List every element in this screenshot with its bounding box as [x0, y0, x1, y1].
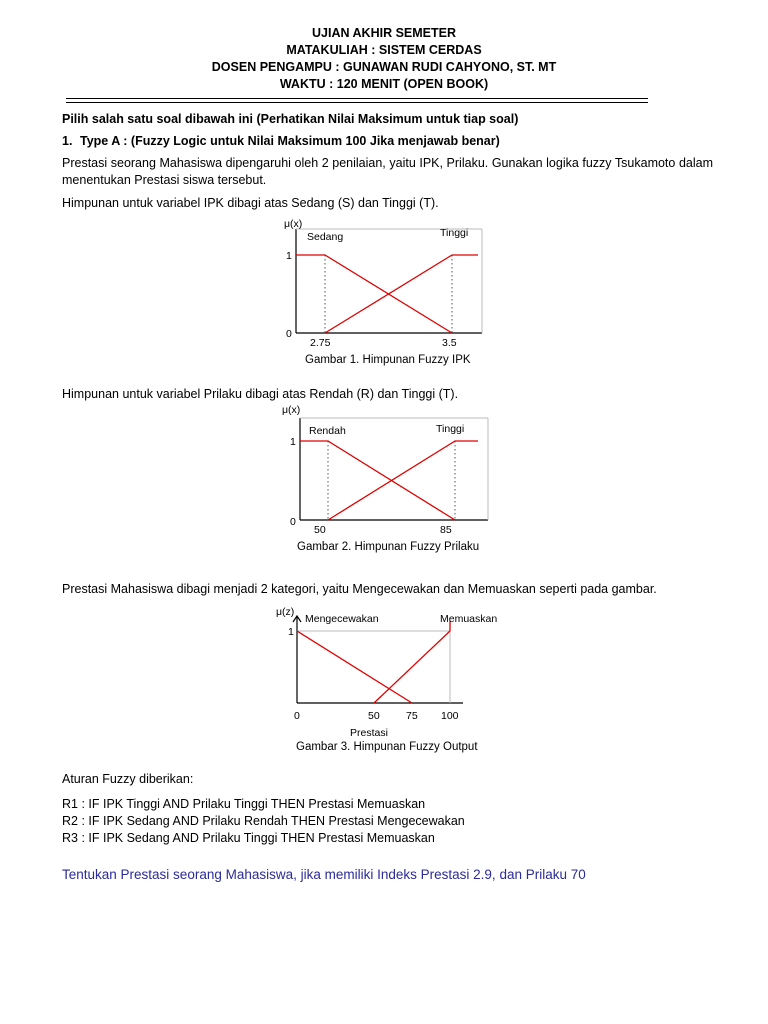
figure-2-caption: Gambar 2. Himpunan Fuzzy Prilaku	[297, 541, 480, 553]
rule-r3: R3 : IF IPK Sedang AND Prilaku Tinggi THEN Prestasi Memuaskan	[62, 831, 435, 845]
ipk-y-tick-0: 0	[286, 328, 292, 340]
course-name: MATAKULIAH : SISTEM CERDAS	[286, 43, 482, 57]
ipk-membership-chart	[270, 215, 500, 350]
rule-r1: R1 : IF IPK Tinggi AND Prilaku Tinggi THEN Prestasi Memuaskan	[62, 797, 426, 811]
figure-3-caption: Gambar 3. Himpunan Fuzzy Output	[296, 741, 478, 753]
ipk-set-label-sedang: Sedang	[307, 231, 344, 243]
question-paragraph: Prestasi seorang Mahasiswa dipengaruhi oleh 2 penilaian, yaitu IPK, Prilaku. Gunakan logika fuzzy Tsukamoto dalam menentukan Prestasi siswa tersebut.	[62, 156, 713, 187]
prilaku-intro-text: Himpunan untuk variabel Prilaku dibagi atas Rendah (R) dan Tinggi (T).	[62, 387, 459, 401]
output-y-label: μ(z)	[276, 606, 295, 618]
question-number: 1.	[62, 134, 73, 148]
output-set-label-memuaskan: Memuaskan	[440, 613, 498, 625]
prilaku-y-tick-1: 1	[290, 436, 296, 448]
output-intro-text: Prestasi Mahasiswa dibagi menjadi 2 kategori, yaitu Mengecewakan dan Memuaskan seperti pada gambar.	[62, 582, 657, 596]
output-series-memuaskan	[374, 621, 450, 703]
rule-r2: R2 : IF IPK Sedang AND Prilaku Rendah THEN Prestasi Mengecewakan	[62, 814, 465, 828]
output-y-tick-1: 1	[288, 626, 294, 638]
ipk-series-tinggi	[325, 255, 478, 333]
ipk-intro-text: Himpunan untuk variabel IPK dibagi atas Sedang (S) dan Tinggi (T).	[62, 196, 439, 210]
prilaku-set-label-rendah: Rendah	[309, 425, 346, 437]
figure-1-caption: Gambar 1. Himpunan Fuzzy IPK	[305, 354, 471, 366]
header-divider-bottom	[66, 102, 648, 103]
ipk-set-label-tinggi: Tinggi	[440, 227, 469, 239]
output-membership-chart	[270, 603, 500, 748]
output-x-tick-0: 0	[294, 710, 300, 722]
lecturer-name: DOSEN PENGAMPU : GUNAWAN RUDI CAHYONO, ST. MT	[211, 60, 557, 74]
prilaku-membership-chart	[270, 402, 500, 537]
output-x-tick-75: 75	[406, 710, 418, 722]
rules-title: Aturan Fuzzy diberikan:	[62, 772, 194, 786]
prilaku-y-tick-0: 0	[290, 516, 296, 528]
prilaku-series-tinggi	[328, 441, 478, 520]
output-series-mengecewakan	[297, 631, 412, 703]
output-x-tick-100: 100	[441, 710, 459, 722]
instruction-text: Pilih salah satu soal dibawah ini (Perhatikan Nilai Maksimum untuk tiap soal)	[62, 112, 519, 126]
ipk-x-tick-2-75: 2.75	[310, 337, 331, 349]
prilaku-set-label-tinggi: Tinggi	[436, 423, 465, 435]
prilaku-y-label: μ(x)	[282, 404, 301, 416]
question-type-label: Type A : (Fuzzy Logic untuk Nilai Maksimum 100 Jika menjawab benar)	[80, 134, 500, 148]
output-x-label: Prestasi	[350, 727, 388, 739]
ipk-y-tick-1: 1	[286, 250, 292, 262]
exam-duration: WAKTU : 120 MENIT (OPEN BOOK)	[279, 77, 489, 91]
output-set-label-mengecewakan: Mengecewakan	[305, 613, 379, 625]
ipk-x-tick-3-5: 3.5	[442, 337, 457, 349]
prilaku-x-tick-85: 85	[440, 524, 452, 536]
exam-title: UJIAN AKHIR SEMETER	[312, 26, 456, 40]
ipk-y-label: μ(x)	[284, 218, 303, 230]
prilaku-series-rendah	[300, 441, 455, 520]
output-x-tick-50: 50	[368, 710, 380, 722]
header-divider-top	[66, 98, 648, 99]
ipk-series-sedang	[296, 255, 452, 333]
task-question: Tentukan Prestasi seorang Mahasiswa, jika memiliki Indeks Prestasi 2.9, dan Prilaku 70	[62, 867, 586, 882]
prilaku-x-tick-50: 50	[314, 524, 326, 536]
